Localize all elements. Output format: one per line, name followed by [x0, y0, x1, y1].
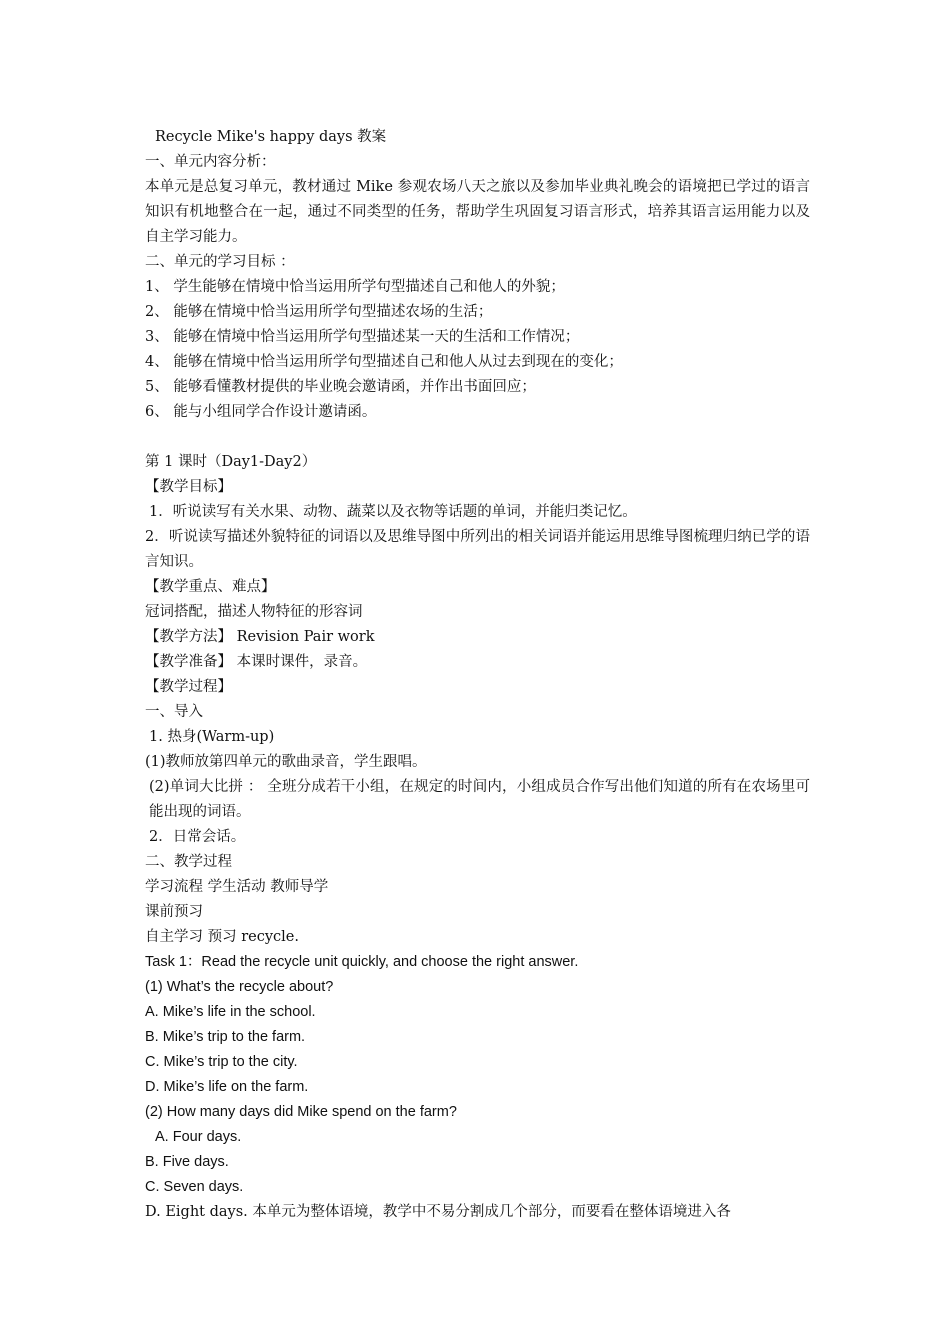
question: (2) How many days did Mike spend on the farm? [145, 1104, 457, 1120]
list-item: 2．听说读写描述外貌特征的词语以及思维导图中所列出的相关词语并能运用思维导图梳理归纳已学的语言知识。 [145, 529, 810, 570]
answer-option: A. Four days. [155, 1129, 242, 1145]
section-heading: 【教学过程】 [145, 679, 232, 695]
paragraph: 冠词搭配，描述人物特征的形容词 [145, 604, 363, 620]
answer-option: B. Five days. [145, 1154, 229, 1170]
list-item: 4、 能够在情境中恰当运用所学句型描述自己和他人从过去到现在的变化； [145, 354, 623, 370]
section-heading: 二、教学过程 [145, 854, 232, 870]
section-heading: 【教学目标】 [145, 479, 232, 495]
lesson-heading: 第 1 课时（Day1-Day2） [145, 454, 317, 470]
task-text: Task 1：Read the recycle unit quickly, and choose the right answer. [145, 954, 579, 970]
section-heading: 【教学方法】 Revision Pair work [145, 629, 375, 645]
section-heading: 一、导入 [145, 704, 203, 720]
paragraph: 本单元是总复习单元，教材通过 Mike 参观农场八天之旅以及参加毕业典礼晚会的语境把已学过的语言知识有机地整合在一起，通过不同类型的任务，帮助学生巩固复习语言形式，培养其语言运用能力以及自主学习能力。 [145, 179, 810, 245]
list-item: (1)教师放第四单元的歌曲录音，学生跟唱。 [145, 754, 427, 770]
answer-option: D. Eight days. 本单元为整体语境，教学中不易分割成几个部分，而要看在整体语境进入各 [145, 1204, 731, 1220]
answer-option: A. Mike’s life in the school. [145, 1004, 316, 1020]
section-heading: 【教学重点、难点】 [145, 579, 276, 595]
list-item: 1、 学生能够在情境中恰当运用所学句型描述自己和他人的外貌； [145, 279, 565, 295]
list-item: (2)单词大比拼 ： 全班分成若干小组，在规定的时间内，小组成员合作写出他们知道的所有在农场里可能出现的词语。 [149, 779, 810, 820]
document-body [145, 125, 810, 1225]
answer-option: D. Mike’s life on the farm. [145, 1079, 309, 1095]
paragraph: 课前预习 [145, 904, 203, 920]
answer-option: B. Mike’s trip to the farm. [145, 1029, 306, 1045]
list-item: 3、 能够在情境中恰当运用所学句型描述某一天的生活和工作情况； [145, 329, 580, 345]
list-item: 2．日常会话。 [149, 829, 246, 845]
document-title: Recycle Mike's happy days 教案 [155, 129, 387, 145]
answer-option: C. Seven days. [145, 1179, 244, 1195]
list-item: 1．听说读写有关水果、动物、蔬菜以及衣物等话题的单词，并能归类记忆。 [149, 504, 637, 520]
section-heading: 【教学准备】 本课时课件，录音。 [145, 654, 368, 670]
answer-option: C. Mike’s trip to the city. [145, 1054, 298, 1070]
section-heading: 一、单元内容分析： [145, 154, 276, 170]
list-item: 2、 能够在情境中恰当运用所学句型描述农场的生活； [145, 304, 493, 320]
question: (1) What’s the recycle about? [145, 979, 334, 995]
blank-line [145, 425, 810, 450]
list-item: 6、 能与小组同学合作设计邀请函。 [145, 404, 377, 420]
list-item: 1. 热身(Warm-up) [149, 729, 275, 745]
paragraph: 自主学习 预习 recycle. [145, 929, 299, 945]
section-heading: 二、单元的学习目标 ： [145, 254, 295, 270]
paragraph: 学习流程 学生活动 教师导学 [145, 879, 329, 895]
list-item: 5、 能够看懂教材提供的毕业晚会邀请函，并作出书面回应； [145, 379, 536, 395]
